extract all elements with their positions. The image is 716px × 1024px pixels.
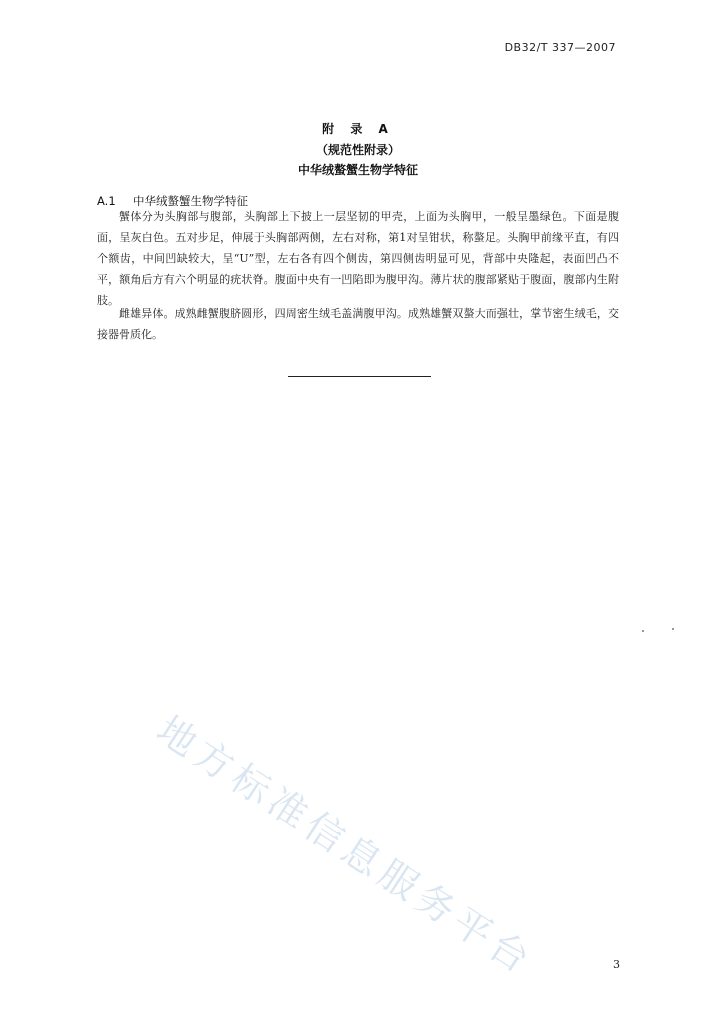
appendix-title: 附 录 A bbox=[322, 122, 394, 136]
appendix-type: （规范性附录） bbox=[315, 143, 400, 157]
scan-speck bbox=[642, 630, 644, 632]
document-code: DB32/T 337—2007 bbox=[504, 41, 616, 54]
section-title: 中华绒螯蟹生物学特征 bbox=[133, 194, 248, 208]
end-rule bbox=[288, 376, 431, 377]
scan-speck bbox=[672, 628, 674, 630]
page-number: 3 bbox=[613, 958, 620, 971]
section-number: A.1 bbox=[97, 194, 116, 208]
body-paragraph: 雌雄异体。成熟雌蟹腹脐圆形，四周密生绒毛盖满腹甲沟。成熟雄蟹双螯大而强壮，掌节密生绒毛，交接器骨质化。 bbox=[97, 307, 619, 341]
appendix-subject: 中华绒螯蟹生物学特征 bbox=[297, 163, 418, 177]
watermark: 地方标准信息服务平台 bbox=[149, 707, 543, 985]
body-paragraph: 蟹体分为头胸部与腹部，头胸部上下披上一层坚韧的甲壳，上面为头胸甲，一般呈墨绿色。下面是腹面，呈灰白色。五对步足，伸展于头胸部两侧，左右对称，第1对呈钳状，称螯足。头胸甲前缘平直，有四个额齿，中间凹缺较大，呈“U”型，左右各有四个侧齿，第四侧齿明显可见，背部中央隆起，表面凹凸不平，额角后方有六个明显的疣状脊。腹面中央有一凹陷即为腹甲沟。薄片状的腹部紧贴于腹面，腹部内生附肢。 bbox=[97, 210, 619, 307]
